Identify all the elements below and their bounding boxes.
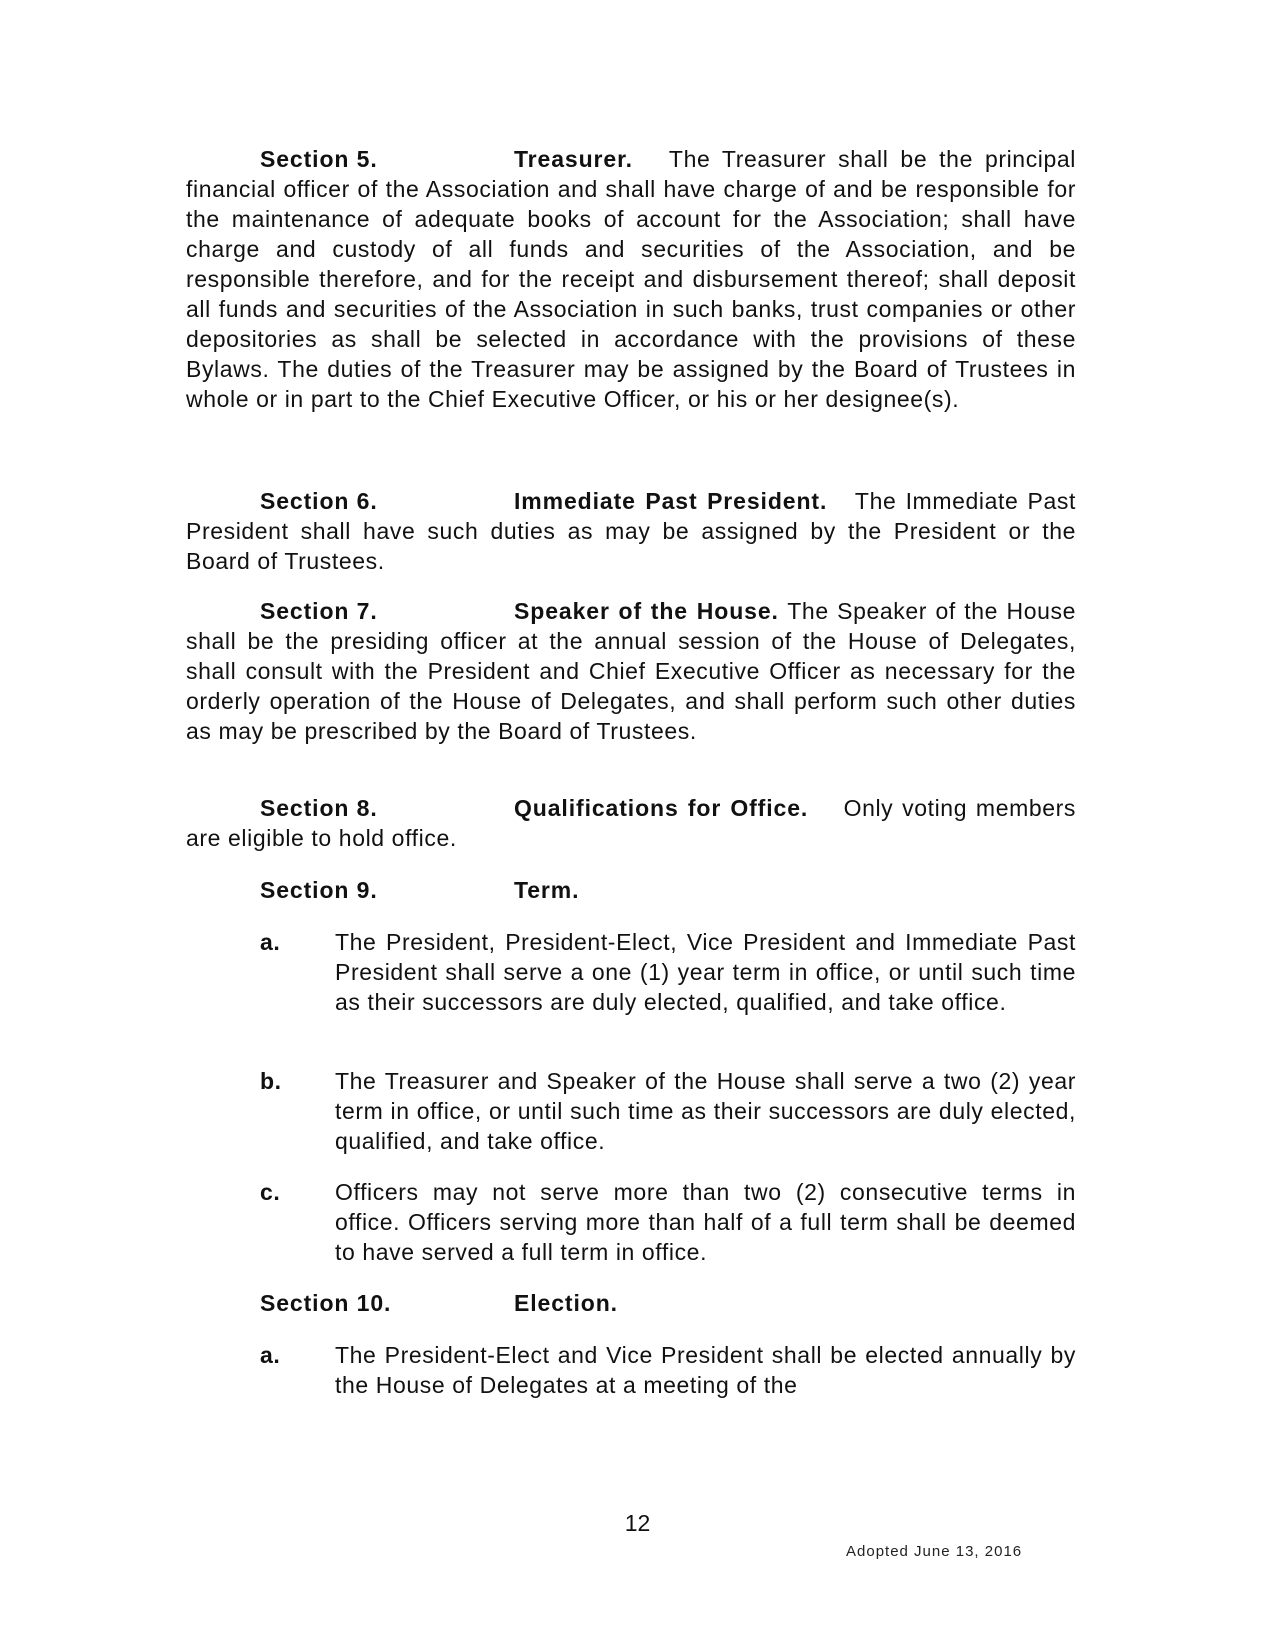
list-item-text: The President, President-Elect, Vice President and Immediate Past President shall serve a one (1) year term in office, or until such time as their successors are duly elected, qualified, and take office. bbox=[335, 929, 1076, 1015]
section-5 bbox=[186, 144, 1076, 414]
section-title: Treasurer. bbox=[514, 146, 633, 172]
section-9-heading bbox=[260, 875, 579, 905]
list-marker: b. bbox=[260, 1068, 282, 1094]
list-item-text: The President-Elect and Vice President shall be elected annually by the House of Delegates at a meeting of the bbox=[335, 1342, 1076, 1398]
section-title: Speaker of the House. bbox=[514, 598, 779, 624]
list-marker: a. bbox=[260, 929, 281, 955]
section-6 bbox=[186, 486, 1076, 576]
section-title: Election. bbox=[514, 1290, 618, 1316]
section-text: The Treasurer shall be the principal financial officer of the Association and shall have charge of and be responsible for the maintenance of adequate books of account for the Association; shall have charge and custody of all funds and securities of the Association, and be responsible therefore, and for the receipt and disbursement thereof; shall deposit all funds and securities of the Association in such banks, trust companies or other depositories as shall be selected in accordance with the provisions of these Bylaws. The duties of the Treasurer may be assigned by the Board of Trustees in whole or in part to the Chief Executive Officer, or his or her designee(s). bbox=[186, 146, 1076, 412]
section-text: The Immediate Past President shall have such duties as may be assigned by the President or the Board of Trustees. bbox=[186, 488, 1076, 574]
list-item-text: The Treasurer and Speaker of the House shall serve a two (2) year term in office, or until such time as their successors are duly elected, qualified, and take office. bbox=[335, 1068, 1076, 1154]
section-text: Only voting members are eligible to hold office. bbox=[186, 795, 1076, 851]
section-7 bbox=[186, 596, 1076, 746]
section-number: Section 6. bbox=[260, 488, 378, 514]
section-title: Qualifications for Office. bbox=[514, 795, 809, 821]
list-marker: a. bbox=[260, 1342, 281, 1368]
page-number: 12 bbox=[624, 1510, 651, 1536]
section-number: Section 5. bbox=[260, 146, 378, 172]
section-10-heading bbox=[260, 1288, 618, 1318]
section-number: Section 8. bbox=[260, 795, 378, 821]
section-8 bbox=[186, 793, 1076, 853]
section-text: The Speaker of the House shall be the presiding officer at the annual session of the House of Delegates, shall consult with the President and Chief Executive Officer as necessary for the orderly operation of the House of Delegates, and shall perform such other duties as may be prescribed by the Board of Trustees. bbox=[186, 598, 1076, 744]
section-number: Section 10. bbox=[260, 1290, 392, 1316]
section-title: Immediate Past President. bbox=[514, 488, 828, 514]
section-title: Term. bbox=[514, 877, 580, 903]
adoption-date-footer: Adopted June 13, 2016 bbox=[846, 1543, 1023, 1560]
list-item-text: Officers may not serve more than two (2) consecutive terms in office. Officers serving more than half of a full term shall be deemed to have served a full term in office. bbox=[335, 1179, 1076, 1265]
section-number: Section 7. bbox=[260, 598, 378, 624]
list-marker: c. bbox=[260, 1179, 281, 1205]
section-number: Section 9. bbox=[260, 877, 378, 903]
